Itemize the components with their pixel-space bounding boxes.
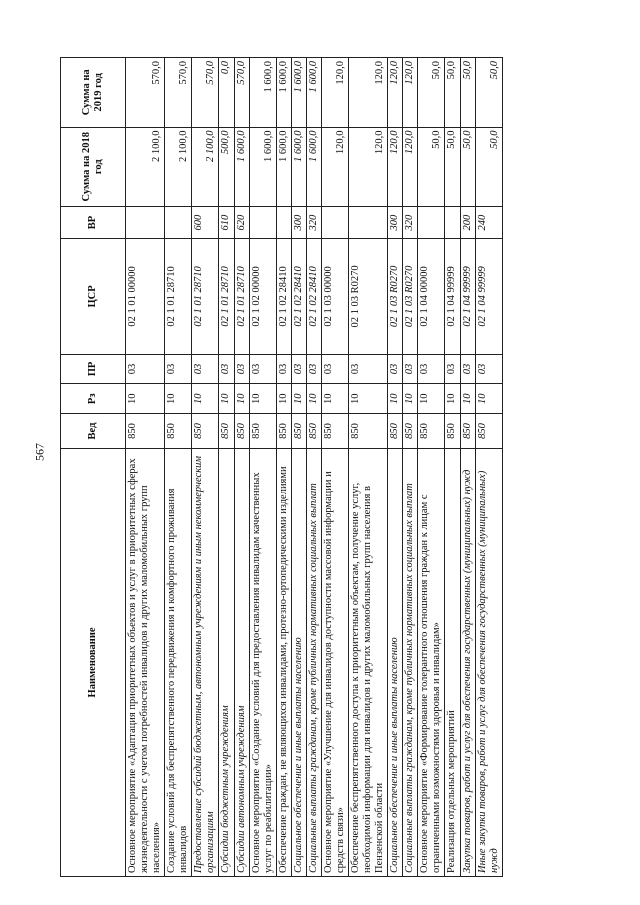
row-sum-2019: 1 600,0	[291, 58, 306, 128]
row-ved: 850	[192, 414, 219, 449]
row-ved: 850	[291, 414, 306, 449]
row-sum-2019: 570,0	[165, 58, 192, 128]
table-row	[321, 58, 348, 877]
table-row	[234, 58, 249, 877]
row-sum-2019: 1 600,0	[306, 58, 321, 128]
row-sum-2018: 1 600,0	[249, 127, 276, 206]
row-sum-2018: 50,0	[418, 127, 445, 206]
row-ved: 850	[349, 414, 388, 449]
row-pr: 03	[403, 354, 418, 384]
row-vr	[445, 206, 460, 238]
table-row	[349, 58, 388, 877]
row-vr: 200	[460, 206, 475, 238]
row-sum-2018: 50,0	[445, 127, 460, 206]
row-pr: 03	[418, 354, 445, 384]
rotated-table-container	[60, 57, 600, 877]
row-name: Основное мероприятие «Создание условий для предоставления инвалидам качественных услуг по реабилитации»	[249, 448, 276, 876]
row-sum-2018: 120,0	[321, 127, 348, 206]
header-name: Наименование	[61, 448, 126, 876]
row-pr: 03	[321, 354, 348, 384]
row-name: Основное мероприятие «Адаптация приоритетных объектов и услуг в приоритетных сферах жизнедеятельности с учетом потребностей инвалидов и других маломобильных групп населения»	[126, 448, 165, 876]
row-sum-2018: 50,0	[475, 127, 502, 206]
row-vr: 610	[219, 206, 234, 238]
table-row	[445, 58, 460, 877]
row-sum-2018: 120,0	[403, 127, 418, 206]
header-vr: ВР	[61, 206, 126, 238]
row-csr: 02 1 04 99999	[475, 239, 502, 354]
header-sum-2019: Сумма на 2019 год	[61, 58, 126, 128]
row-csr: 02 1 01 28710	[219, 239, 234, 354]
table-row	[165, 58, 192, 877]
row-sum-2018: 120,0	[349, 127, 388, 206]
row-vr: 600	[192, 206, 219, 238]
row-sum-2018: 1 600,0	[276, 127, 291, 206]
row-csr: 02 1 02 28410	[306, 239, 321, 354]
row-sum-2019: 120,0	[349, 58, 388, 128]
row-sum-2019: 50,0	[445, 58, 460, 128]
row-pr: 03	[445, 354, 460, 384]
row-sum-2019: 570,0	[192, 58, 219, 128]
row-ved: 850	[460, 414, 475, 449]
row-sum-2019: 120,0	[403, 58, 418, 128]
row-sum-2019: 0,0	[219, 58, 234, 128]
row-rz: 10	[276, 384, 291, 414]
row-rz: 10	[418, 384, 445, 414]
row-sum-2019: 120,0	[388, 58, 403, 128]
row-pr: 03	[475, 354, 502, 384]
row-csr: 02 1 04 00000	[418, 239, 445, 354]
row-vr: 620	[234, 206, 249, 238]
row-name: Реализация отдельных мероприятий	[445, 448, 460, 876]
row-sum-2018: 1 600,0	[306, 127, 321, 206]
row-name: Субсидии автономным учреждениям	[234, 448, 249, 876]
budget-table	[60, 57, 503, 877]
row-name: Иные закупки товаров, работ и услуг для обеспечения государственных (муниципальных) нужд	[475, 448, 502, 876]
row-rz: 10	[165, 384, 192, 414]
row-ved: 850	[306, 414, 321, 449]
row-pr: 03	[349, 354, 388, 384]
row-ved: 850	[249, 414, 276, 449]
row-csr: 02 1 02 28410	[276, 239, 291, 354]
table-row	[475, 58, 502, 877]
row-rz: 10	[291, 384, 306, 414]
row-pr: 03	[460, 354, 475, 384]
row-pr: 03	[234, 354, 249, 384]
row-csr: 02 1 04 99999	[460, 239, 475, 354]
header-rz: Рз	[61, 384, 126, 414]
row-pr: 03	[388, 354, 403, 384]
row-name: Предоставление субсидий бюджетным, автономным учреждениям и иным некоммерческим организациям	[192, 448, 219, 876]
row-pr: 03	[165, 354, 192, 384]
row-csr: 02 1 03 R0270	[349, 239, 388, 354]
row-csr: 02 1 02 00000	[249, 239, 276, 354]
row-vr: 300	[388, 206, 403, 238]
row-name: Основное мероприятие «Формирование толерантного отношения граждан к лицам с ограниченными возможностями здоровья и инвалидам»	[418, 448, 445, 876]
row-vr: 240	[475, 206, 502, 238]
row-ved: 850	[276, 414, 291, 449]
row-csr: 02 1 03 R0270	[388, 239, 403, 354]
row-sum-2019: 50,0	[418, 58, 445, 128]
row-pr: 03	[249, 354, 276, 384]
row-sum-2018: 1 600,0	[234, 127, 249, 206]
row-ved: 850	[418, 414, 445, 449]
row-ved: 850	[219, 414, 234, 449]
row-ved: 850	[234, 414, 249, 449]
row-name: Закупка товаров, работ и услуг для обеспечения государственных (муниципальных) нужд	[460, 448, 475, 876]
table-row	[306, 58, 321, 877]
table-header-row	[61, 58, 126, 877]
row-pr: 03	[306, 354, 321, 384]
table-body	[126, 58, 503, 877]
row-rz: 10	[219, 384, 234, 414]
table-row	[403, 58, 418, 877]
table-row	[460, 58, 475, 877]
row-sum-2019: 570,0	[126, 58, 165, 128]
row-ved: 850	[388, 414, 403, 449]
row-rz: 10	[234, 384, 249, 414]
row-csr: 02 1 01 00000	[126, 239, 165, 354]
row-rz: 10	[249, 384, 276, 414]
header-ved: Вед	[61, 414, 126, 449]
row-rz: 10	[349, 384, 388, 414]
header-csr: ЦСР	[61, 239, 126, 354]
row-csr: 02 1 03 00000	[321, 239, 348, 354]
row-sum-2018: 2 100,0	[165, 127, 192, 206]
row-name: Субсидии бюджетным учреждениям	[219, 448, 234, 876]
row-rz: 10	[192, 384, 219, 414]
table-row	[219, 58, 234, 877]
row-csr: 02 1 01 28710	[234, 239, 249, 354]
row-vr	[276, 206, 291, 238]
table-row	[418, 58, 445, 877]
row-sum-2019: 570,0	[234, 58, 249, 128]
row-sum-2019: 120,0	[321, 58, 348, 128]
table-row	[192, 58, 219, 877]
row-sum-2019: 50,0	[475, 58, 502, 128]
row-rz: 10	[388, 384, 403, 414]
table-row	[126, 58, 165, 877]
header-pr: ПР	[61, 354, 126, 384]
row-pr: 03	[276, 354, 291, 384]
row-name: Социальное обеспечение и иные выплаты населению	[388, 448, 403, 876]
row-csr: 02 1 02 28410	[291, 239, 306, 354]
row-csr: 02 1 01 28710	[192, 239, 219, 354]
table-row	[249, 58, 276, 877]
table-row	[276, 58, 291, 877]
row-vr	[349, 206, 388, 238]
row-ved: 850	[126, 414, 165, 449]
row-csr: 02 1 01 28710	[165, 239, 192, 354]
row-vr: 320	[403, 206, 418, 238]
row-rz: 10	[445, 384, 460, 414]
row-name: Социальные выплаты гражданам, кроме публичных нормативных социальных выплат	[306, 448, 321, 876]
row-ved: 850	[321, 414, 348, 449]
row-sum-2018: 1 600,0	[291, 127, 306, 206]
row-rz: 10	[403, 384, 418, 414]
row-vr	[249, 206, 276, 238]
row-sum-2018: 2 100,0	[192, 127, 219, 206]
row-sum-2018: 50,0	[460, 127, 475, 206]
header-sum-2018: Сумма на 2018 год	[61, 127, 126, 206]
row-ved: 850	[165, 414, 192, 449]
row-name: Обеспечение граждан, не являющихся инвалидами, протезно-ортопедическими изделиями	[276, 448, 291, 876]
row-pr: 03	[192, 354, 219, 384]
row-rz: 10	[460, 384, 475, 414]
row-ved: 850	[403, 414, 418, 449]
row-pr: 03	[219, 354, 234, 384]
row-name: Создание условий для беспрепятственного передвижения и комфортного проживания инвалидов	[165, 448, 192, 876]
row-sum-2019: 50,0	[460, 58, 475, 128]
row-sum-2018: 120,0	[388, 127, 403, 206]
row-vr	[321, 206, 348, 238]
row-csr: 02 1 03 R0270	[403, 239, 418, 354]
row-rz: 10	[126, 384, 165, 414]
row-ved: 850	[445, 414, 460, 449]
row-pr: 03	[291, 354, 306, 384]
row-name: Обеспечение беспрепятственного доступа к приоритетным объектам, получение услуг, необходимой информации для инвалидов и других маломобильных групп населения в Пензенской области	[349, 448, 388, 876]
row-vr	[126, 206, 165, 238]
row-rz: 10	[321, 384, 348, 414]
row-sum-2018: 500,0	[219, 127, 234, 206]
row-vr: 320	[306, 206, 321, 238]
row-rz: 10	[306, 384, 321, 414]
row-vr	[418, 206, 445, 238]
page-number: 567	[32, 443, 47, 461]
row-name: Социальное обеспечение и иные выплаты населению	[291, 448, 306, 876]
table-row	[388, 58, 403, 877]
row-vr	[165, 206, 192, 238]
row-vr: 300	[291, 206, 306, 238]
row-pr: 03	[126, 354, 165, 384]
table-row	[291, 58, 306, 877]
row-rz: 10	[475, 384, 502, 414]
row-name: Основное мероприятие «Улучшение для инвалидов доступности массовой информации и средств связи»	[321, 448, 348, 876]
row-name: Социальные выплаты гражданам, кроме публичных нормативных социальных выплат	[403, 448, 418, 876]
row-sum-2019: 1 600,0	[249, 58, 276, 128]
row-csr: 02 1 04 99999	[445, 239, 460, 354]
row-sum-2019: 1 600,0	[276, 58, 291, 128]
row-sum-2018: 2 100,0	[126, 127, 165, 206]
row-ved: 850	[475, 414, 502, 449]
